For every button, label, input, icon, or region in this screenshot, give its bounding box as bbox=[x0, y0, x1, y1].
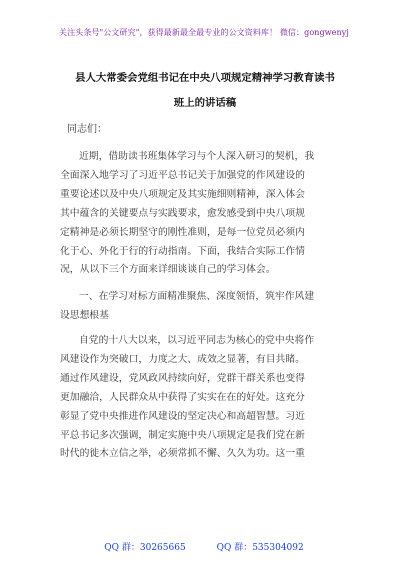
paragraph-line: 近期，借助读书班集体学习与个人深入研习的契机，我 bbox=[79, 151, 315, 162]
paragraph-1 bbox=[60, 148, 360, 280]
paragraph-line: 重要论述以及中央八项规定及其实施细则精神，深入体会 bbox=[60, 188, 305, 200]
paragraph-line: 彰显了党中央推进作风建设的坚定决心和高超智慧。习近 bbox=[60, 410, 305, 422]
paragraph-line: 通过作风建设，党风政风持续向好，党群干群关系也变得 bbox=[60, 372, 305, 384]
paragraph-line: 其中蕴含的关键要点与实践要求，愈发感受到中央八项规 bbox=[60, 207, 305, 219]
greeting: 同志们： bbox=[67, 124, 107, 135]
paragraph-line: 全面深入地学习了习近平总书记关于加强党的作风建设的 bbox=[60, 169, 305, 181]
paragraph-line: 时代的徙木立信之举，必须常抓不懈、久久为功。这一重 bbox=[60, 448, 305, 460]
paragraph-line: 风建设作为突破口，力度之大、成效之显著，有目共睹。 bbox=[60, 353, 305, 365]
paragraph-line: 自党的十八大以来，以习近平同志为核心的党中央将作 bbox=[79, 335, 315, 346]
paragraph-line: 定精神是必须长期坚守的刚性准则，是每一位党员必须内 bbox=[60, 226, 305, 238]
title-line-1: 县人大常委会党组书记在中央八项规定精神学习教育读书 bbox=[75, 72, 335, 84]
title-line-2: 班上的讲话稿 bbox=[173, 97, 237, 109]
footer-contact bbox=[0, 540, 408, 553]
paragraph-2 bbox=[60, 332, 360, 464]
section-heading-1 bbox=[60, 288, 360, 326]
qq-group-1: QQ 群：30265665 bbox=[104, 543, 186, 553]
top-notice-banner: 关注头条号"公文研究"，获得最新最全最专业的公文资料库！ 微信：gongwenyj bbox=[59, 28, 349, 37]
paragraph-line: 平总书记多次强调，制定实施中央八项规定是我们党在新 bbox=[60, 429, 305, 441]
paragraph-line: 化于心、外化于行的行动指南。下面，我结合实际工作情 bbox=[60, 245, 305, 257]
heading-line: 设思想根基 bbox=[60, 309, 109, 321]
heading-line: 一、在学习对标方面精准聚焦、深度领悟，筑牢作风建 bbox=[79, 291, 315, 302]
paragraph-line: 况，从以下三个方面来详细谈谈自己的学习体会。 bbox=[60, 264, 276, 276]
qq-group-2: QQ 群：535304092 bbox=[216, 543, 304, 553]
document-title bbox=[40, 66, 370, 116]
paragraph-line: 更加融洽，人民群众从中获得了实实在在的好处。这充分 bbox=[60, 391, 305, 403]
